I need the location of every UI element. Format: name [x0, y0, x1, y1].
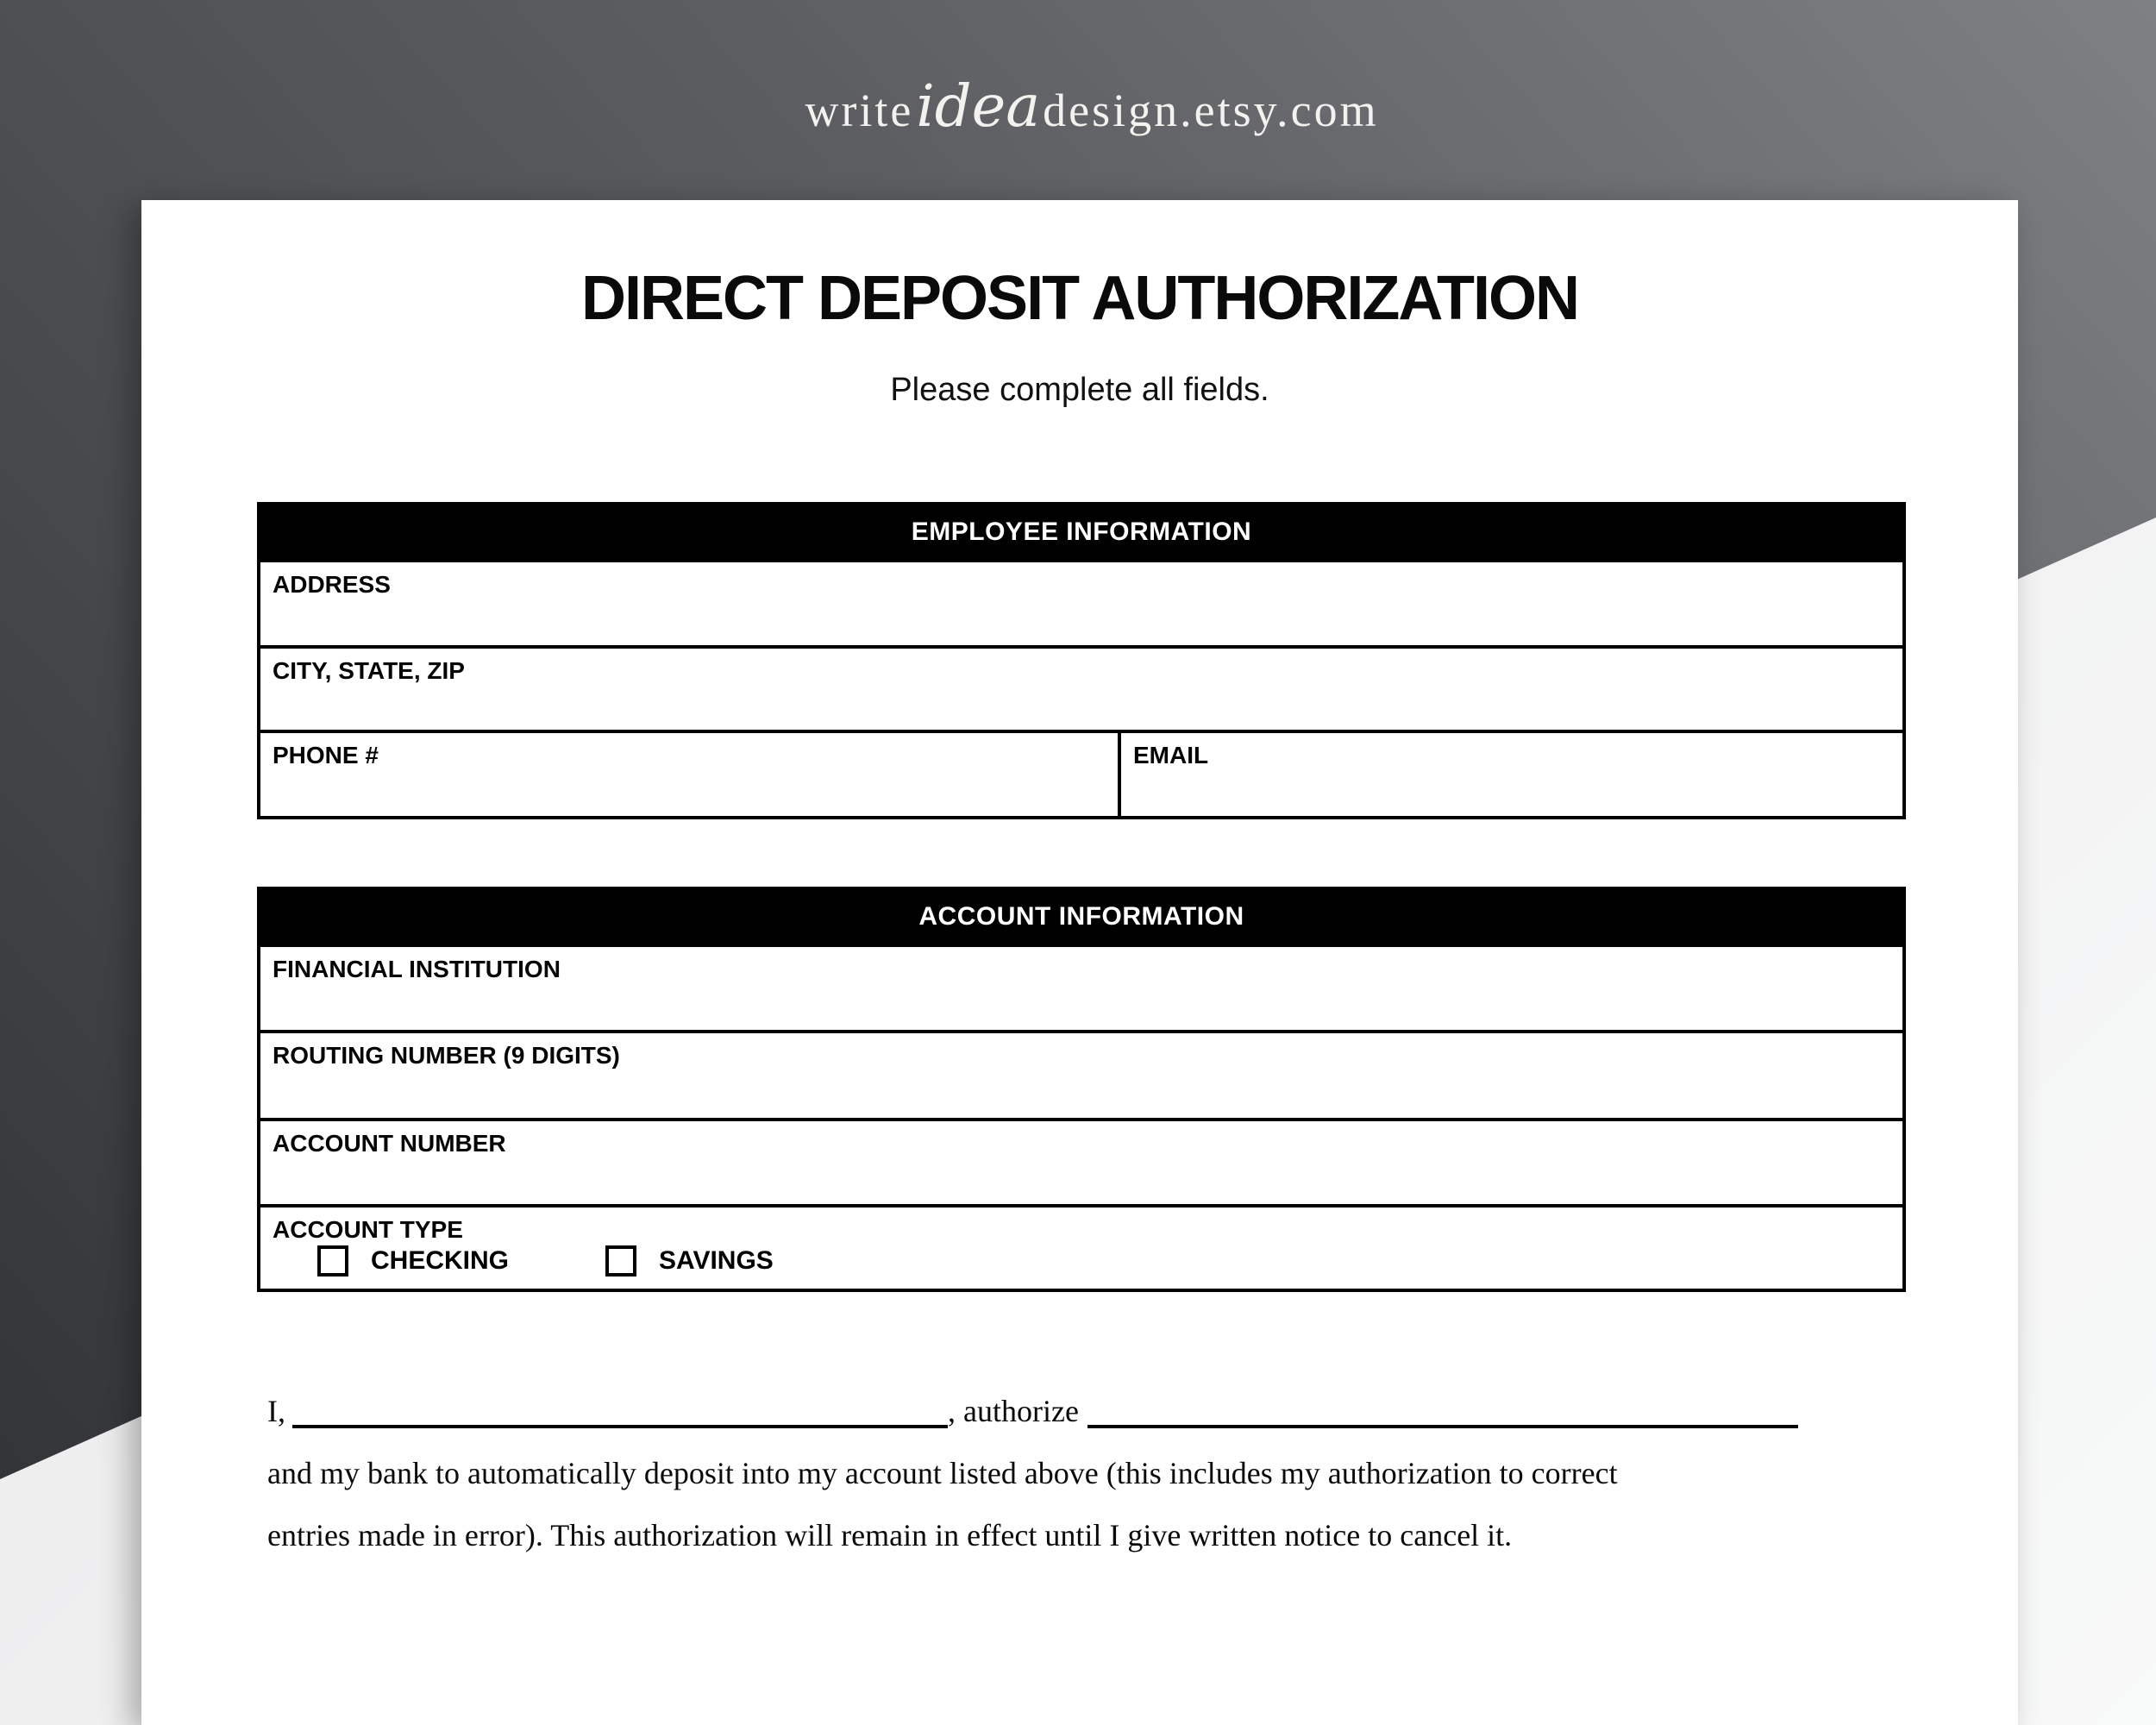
- authorization-line-2: and my bank to automatically deposit into my account listed above (this includes my authorization to correct: [267, 1456, 1618, 1490]
- authorization-intro: I,: [267, 1394, 285, 1428]
- watermark-prefix: write: [805, 85, 914, 136]
- savings-checkbox[interactable]: [605, 1245, 636, 1276]
- company-blank-line[interactable]: [1087, 1418, 1798, 1428]
- email-field[interactable]: [1121, 733, 1902, 816]
- routing-number-field[interactable]: [260, 1030, 1902, 1118]
- watermark-script-word: idea: [916, 72, 1041, 140]
- watermark-suffix: design.etsy.com: [1043, 85, 1379, 136]
- account-number-label: ACCOUNT NUMBER: [273, 1130, 506, 1157]
- form-page: [141, 200, 2018, 1725]
- name-blank-line[interactable]: [292, 1418, 948, 1428]
- financial-institution-field[interactable]: [260, 944, 1902, 1030]
- phone-label: PHONE #: [273, 742, 379, 768]
- form-title: DIRECT DEPOSIT AUTHORIZATION: [581, 264, 1578, 333]
- phone-field[interactable]: [260, 733, 1121, 816]
- employee-section-header: EMPLOYEE INFORMATION: [260, 505, 1902, 559]
- employee-information-table: [257, 502, 1906, 819]
- financial-institution-label: FINANCIAL INSTITUTION: [273, 956, 561, 982]
- account-type-options: [317, 1245, 774, 1276]
- authorization-paragraph: [267, 1380, 1984, 1566]
- account-type-label: ACCOUNT TYPE: [273, 1216, 463, 1243]
- authorization-connector: , authorize: [948, 1394, 1079, 1428]
- phone-email-row: [260, 730, 1902, 816]
- form-subtitle: Please complete all fields.: [890, 372, 1269, 408]
- address-label: ADDRESS: [273, 571, 391, 598]
- city-state-zip-field[interactable]: [260, 645, 1902, 730]
- routing-number-label: ROUTING NUMBER (9 DIGITS): [273, 1042, 620, 1069]
- account-type-row: [260, 1204, 1902, 1289]
- address-field[interactable]: [260, 559, 1902, 645]
- authorization-line-1: [267, 1380, 1984, 1442]
- savings-label: SAVINGS: [659, 1246, 774, 1275]
- checking-checkbox[interactable]: [317, 1245, 348, 1276]
- email-label: EMAIL: [1133, 742, 1209, 768]
- watermark: [14, 72, 2156, 140]
- account-information-table: [257, 887, 1906, 1292]
- checking-label: CHECKING: [371, 1246, 510, 1275]
- account-section-header: ACCOUNT INFORMATION: [260, 890, 1902, 944]
- city-state-zip-label: CITY, STATE, ZIP: [273, 657, 465, 684]
- authorization-line-3: entries made in error). This authorization will remain in effect until I give written notice to cancel it.: [267, 1518, 1513, 1552]
- account-number-field[interactable]: [260, 1118, 1902, 1204]
